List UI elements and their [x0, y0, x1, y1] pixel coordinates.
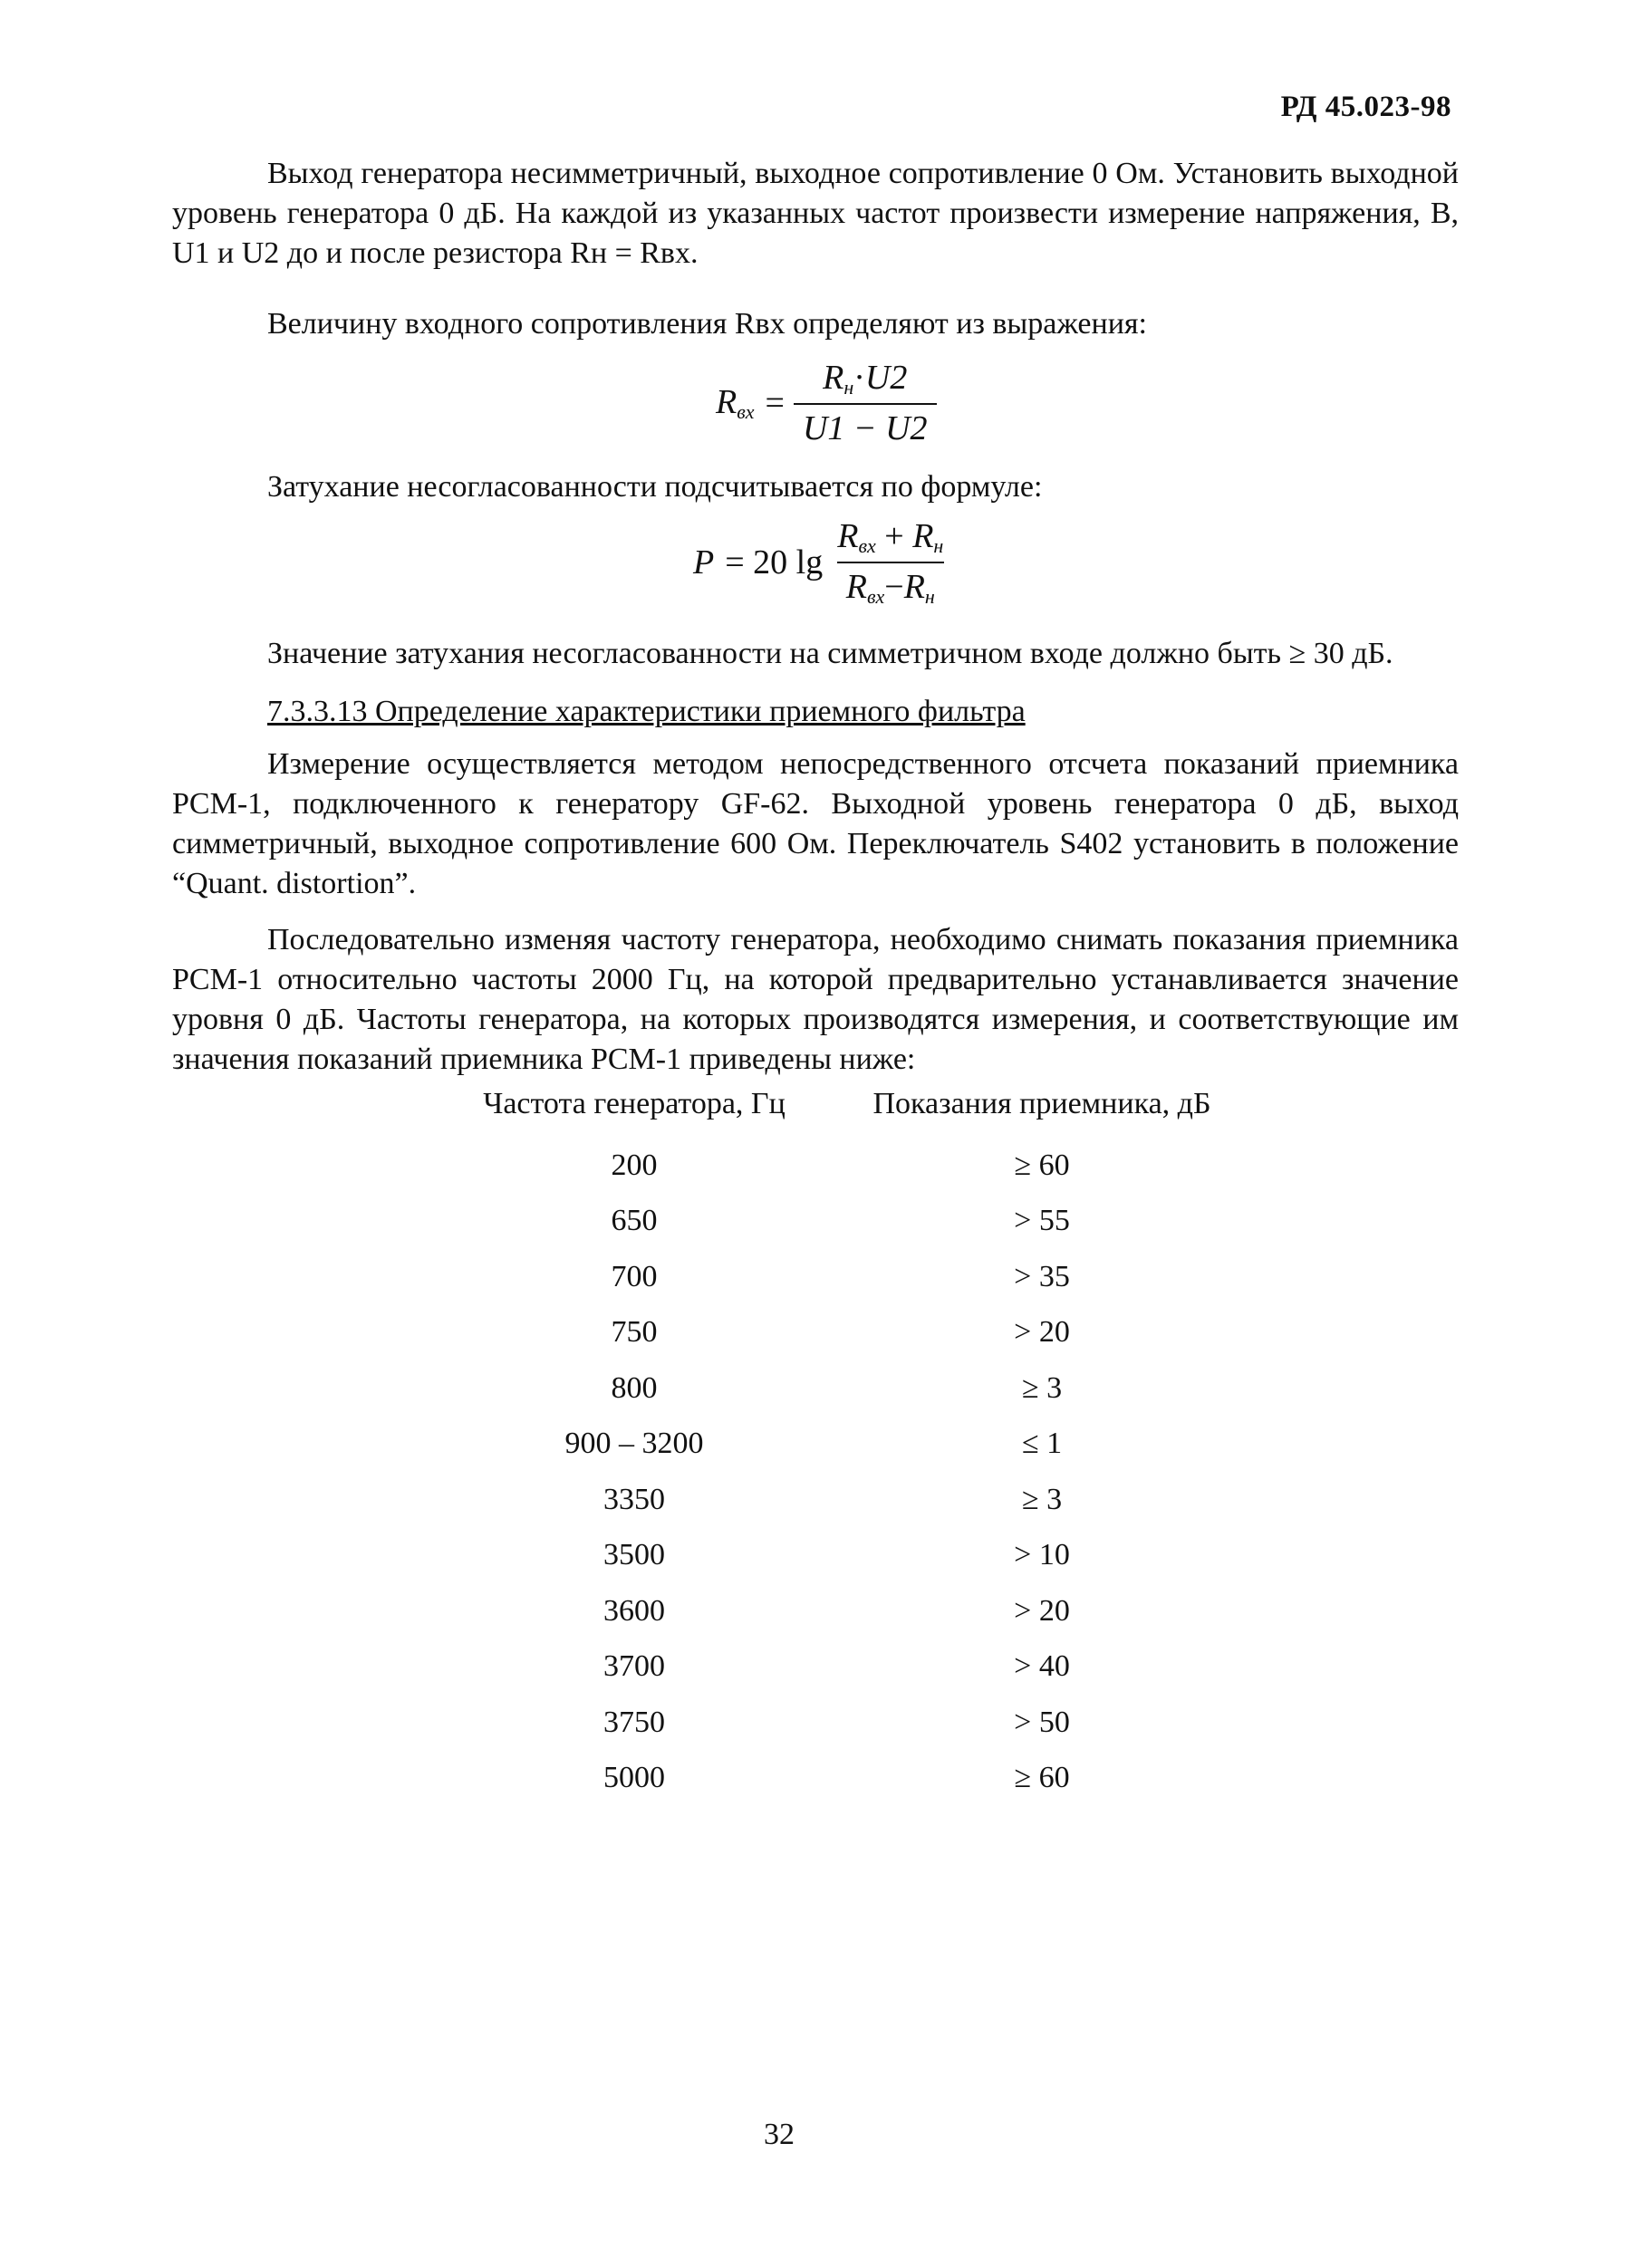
table-cell-frequency: 3350 [603, 1482, 665, 1516]
table-row [435, 1417, 1250, 1473]
formula-input-resistance [716, 358, 937, 448]
formula1-lhs: $R_{вх}$ [716, 383, 755, 423]
formula1-equals: = [765, 384, 785, 422]
table-header-reading: Показания приемника, дБ [872, 1087, 1211, 1120]
table-cell-frequency: 750 [611, 1315, 658, 1350]
table-cell-reading: ≤ 1 [1021, 1427, 1063, 1461]
formula2-lhs: P [693, 543, 715, 581]
table-cell-reading: > 55 [1014, 1204, 1070, 1238]
table-cell-frequency: 800 [611, 1370, 658, 1405]
table-row [435, 1472, 1250, 1528]
table-cell-frequency: 5000 [603, 1761, 665, 1795]
table-row [435, 1695, 1250, 1751]
paragraph-attenuation-requirement: Значение затухания несогласованности на симметричном входе должно быть ≥ 30 дБ. [267, 637, 1393, 670]
formula2-equals: = 20 lg [725, 543, 824, 581]
table-row [435, 1360, 1250, 1417]
formula2-numerator: $R_{вх} + R_н$ [837, 517, 944, 557]
table-row [435, 1583, 1250, 1639]
paragraph-measurement-method: Измерение осуществляется методом непосредственного отсчета показаний приемника PCM-1, подключенного к генератору GF-62. Выходной уровень генератора 0 дБ, выход симметричный, выходное сопротивление 600 Ом. Переключатель S402 установить в положение “Quant. distortion”. [172, 747, 1459, 900]
table-row [435, 1194, 1250, 1250]
table-row [435, 1249, 1250, 1305]
formula1-fraction [794, 358, 937, 448]
paragraph-input-resistance: Величину входного сопротивления Rвх определяют из выражения: [267, 307, 1147, 341]
table-cell-frequency: 700 [611, 1259, 658, 1293]
table-cell-reading: > 40 [1014, 1649, 1070, 1684]
table-cell-frequency: 3500 [603, 1538, 665, 1572]
table-cell-reading: > 20 [1014, 1593, 1070, 1628]
table-cell-reading: > 10 [1014, 1538, 1070, 1572]
formula-mismatch-attenuation [693, 516, 952, 609]
table-cell-reading: ≥ 3 [1021, 1370, 1063, 1405]
document-code: РД 45.023-98 [1280, 91, 1451, 123]
table-header-row [435, 1087, 1250, 1138]
formula1-denominator: U1 − U2 [794, 403, 937, 448]
table-header-frequency: Частота генератора, Гц [483, 1087, 786, 1120]
section-title-receive-filter: 7.3.3.13 Определение характеристики приемного фильтра [267, 695, 1026, 728]
page-number: 32 [764, 2118, 795, 2151]
paragraph-mismatch-attenuation: Затухание несогласованности подсчитывается по формуле: [267, 470, 1043, 504]
table-cell-reading: ≥ 60 [1014, 1761, 1070, 1795]
table-cell-reading: ≥ 3 [1021, 1482, 1063, 1516]
table-row [435, 1138, 1250, 1194]
table-cell-reading: > 50 [1014, 1705, 1070, 1739]
table-cell-frequency: 650 [611, 1204, 658, 1238]
table-row [435, 1639, 1250, 1696]
paragraph-generator-output: Выход генератора несимметричный, выходное сопротивление 0 Ом. Установить выходной уровень генератора 0 дБ. На каждой из указанных частот произвести измерение напряжения, В, U1 и U2 до и после резистора Rн = Rвх. [172, 157, 1459, 270]
table-cell-frequency: 3600 [603, 1593, 665, 1628]
formula1-numerator: $R_н\cdot U2$ [823, 359, 908, 399]
table-cell-frequency: 900 – 3200 [564, 1427, 704, 1461]
table-row [435, 1751, 1250, 1807]
table-cell-reading: > 35 [1014, 1259, 1070, 1293]
table-row [435, 1305, 1250, 1361]
formula2-denominator: $R_{вх}-R_н$ [837, 562, 944, 609]
table-cell-frequency: 200 [611, 1148, 658, 1182]
paragraph-frequency-procedure: Последовательно изменяя частоту генератора, необходимо снимать показания приемника PCM-1 относительно частоты 2000 Гц, на которой предварительно устанавливается значение уровня 0 дБ. Частоты генератора, на которых производятся измерения, и соответствующие им значения показаний приемника PCM-1 приведены ниже: [172, 923, 1459, 1076]
formula2-fraction [828, 516, 952, 609]
table-cell-reading: > 20 [1014, 1315, 1070, 1350]
table-cell-frequency: 3700 [603, 1649, 665, 1684]
table-cell-frequency: 3750 [603, 1705, 665, 1739]
table-cell-reading: ≥ 60 [1014, 1148, 1070, 1182]
frequency-response-table [435, 1087, 1250, 1806]
table-row [435, 1528, 1250, 1584]
